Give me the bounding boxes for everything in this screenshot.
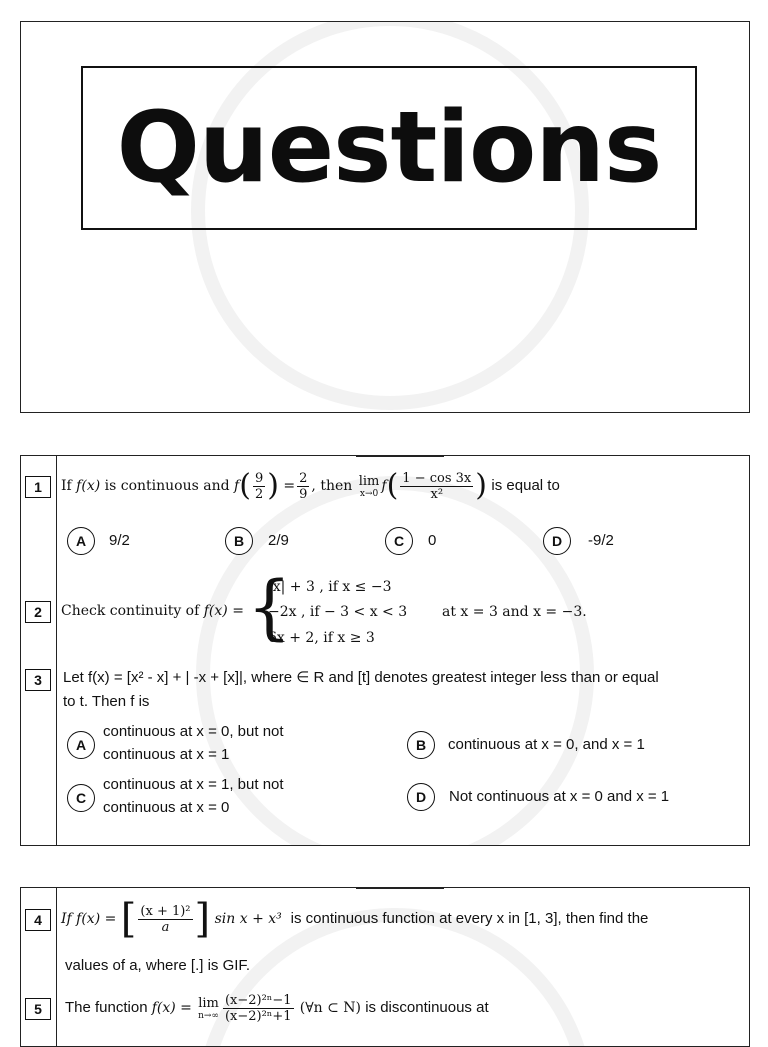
q3-option-d-badge[interactable]: D xyxy=(407,783,435,811)
q1-equals: = xyxy=(283,478,296,494)
q1-option-b-text[interactable]: 2/9 xyxy=(268,532,289,549)
q5-prefix: The function xyxy=(65,999,148,1016)
title-card xyxy=(20,21,750,413)
q5-frac-numerator: (x−2)²ⁿ−1 xyxy=(224,992,292,1008)
q3-option-a-badge[interactable]: A xyxy=(67,731,95,759)
q1-f: f xyxy=(234,478,240,494)
q4-prefix: If f(x) = xyxy=(61,911,117,927)
q5-condition: (∀n ⊂ N) xyxy=(299,1000,362,1016)
q4-middle: sin x + x³ xyxy=(214,911,282,927)
question-number-4: 4 xyxy=(25,909,51,931)
question-2-prefix xyxy=(61,601,244,621)
q3-option-a-line-1: continuous at x = 0, but not xyxy=(103,723,284,740)
q5-fraction xyxy=(223,993,294,1024)
question-3-line-1: Let f(x) = [x² - x] + | -x + [x]|, where ∈ R and [t] denotes greatest integer less than or equal xyxy=(63,669,659,686)
q1-limit xyxy=(359,474,380,499)
q1-fraction-2 xyxy=(297,471,309,502)
q5-lim: lim xyxy=(198,995,219,1011)
q1-fraction-1 xyxy=(253,471,265,502)
q1-then: , then xyxy=(311,478,353,494)
q1-option-d-badge[interactable]: D xyxy=(543,527,571,555)
q1-frac3-denominator: x² xyxy=(430,486,444,502)
q4-frac-numerator: (x + 1)² xyxy=(140,903,191,919)
q3-option-c-line-1: continuous at x = 1, but not xyxy=(103,776,284,793)
q1-frac3-numerator: 1 − cos 3x xyxy=(402,470,472,486)
q1-option-a-text[interactable]: 9/2 xyxy=(109,532,130,549)
q3-option-c-text[interactable] xyxy=(103,773,284,819)
top-accent-line xyxy=(356,455,444,457)
q1-f2: f xyxy=(381,478,387,494)
q1-option-d-text[interactable]: -9/2 xyxy=(588,532,614,549)
q3-option-a-line-2: continuous at x = 1 xyxy=(103,746,230,763)
q3-option-c-line-2: continuous at x = 0 xyxy=(103,799,230,816)
q1-lim: lim xyxy=(358,473,380,489)
q1-function: f(x) xyxy=(76,478,101,494)
question-4-line-2: values of a, where [.] is GIF. xyxy=(65,957,251,974)
q2-case-3: 6x + 2, if x ≥ 3 xyxy=(268,630,375,646)
q1-frac1-denominator: 2 xyxy=(254,486,264,502)
q4-fraction xyxy=(138,904,192,935)
page-title: Questions xyxy=(116,91,662,205)
q1-paren-close: ) xyxy=(267,468,279,503)
question-number-1: 1 xyxy=(25,476,51,498)
question-4-text xyxy=(61,894,648,944)
q1-frac2-denominator: 9 xyxy=(299,486,308,502)
question-5-text xyxy=(65,986,489,1030)
question-number-5: 5 xyxy=(25,998,51,1020)
question-3-line-2: to t. Then f is xyxy=(63,693,150,710)
q2-brace: { xyxy=(247,566,292,648)
q2-case-2: −2x , if − 3 < x < 3 xyxy=(268,604,408,620)
q1-suffix: is equal to xyxy=(491,477,560,494)
q4-frac-denominator: a xyxy=(161,919,170,935)
question-number-3: 3 xyxy=(25,669,51,691)
q2-function: f(x) = xyxy=(203,603,244,619)
number-column-divider xyxy=(56,456,57,845)
q3-option-d-text[interactable]: Not continuous at x = 0 and x = 1 xyxy=(449,788,670,805)
q1-frac2-numerator: 2 xyxy=(299,470,308,486)
q2-prefix: Check continuity of xyxy=(61,603,200,619)
q2-case-1: |x| + 3 , if x ≤ −3 xyxy=(268,579,392,595)
question-number-2: 2 xyxy=(25,601,51,623)
q1-frac1-numerator: 9 xyxy=(254,470,264,486)
q1-prefix: If xyxy=(61,478,72,494)
q1-middle: is continuous and xyxy=(104,478,230,494)
q4-suffix: is continuous function at every x in [1, 3], then find the xyxy=(290,910,649,927)
q1-option-c-badge[interactable]: C xyxy=(385,527,413,555)
q1-option-b-badge[interactable]: B xyxy=(225,527,253,555)
q3-option-a-text[interactable] xyxy=(103,720,284,766)
q5-frac-denominator: (x−2)²ⁿ+1 xyxy=(224,1008,292,1024)
q2-suffix: at x = 3 and x = −3. xyxy=(442,604,587,620)
q1-option-a-badge[interactable]: A xyxy=(67,527,95,555)
q4-bracket-close: ] xyxy=(194,896,211,942)
top-accent-line xyxy=(356,887,444,889)
q3-option-c-badge[interactable]: C xyxy=(67,784,95,812)
question-1-text xyxy=(61,464,560,508)
q4-bracket-open: [ xyxy=(120,896,137,942)
questions-card-2 xyxy=(20,887,750,1047)
q1-option-c-text[interactable]: 0 xyxy=(428,532,437,549)
q1-paren-open-2: ( xyxy=(386,468,399,503)
questions-card-1 xyxy=(20,455,750,846)
q3-option-b-text[interactable]: continuous at x = 0, and x = 1 xyxy=(448,736,645,753)
number-column-divider xyxy=(56,888,57,1046)
q1-paren-open: ( xyxy=(239,468,251,503)
q5-lim-sub: n→∞ xyxy=(198,1010,219,1021)
q1-paren-close-2: ) xyxy=(475,468,487,503)
q5-limit xyxy=(198,996,219,1021)
q1-lim-sub: x→0 xyxy=(359,488,379,499)
title-box xyxy=(81,66,697,230)
q1-fraction-3 xyxy=(400,471,473,502)
q5-function: f(x) = xyxy=(151,1000,192,1016)
q5-suffix: is discontinuous at xyxy=(365,999,489,1016)
q3-option-b-badge[interactable]: B xyxy=(407,731,435,759)
